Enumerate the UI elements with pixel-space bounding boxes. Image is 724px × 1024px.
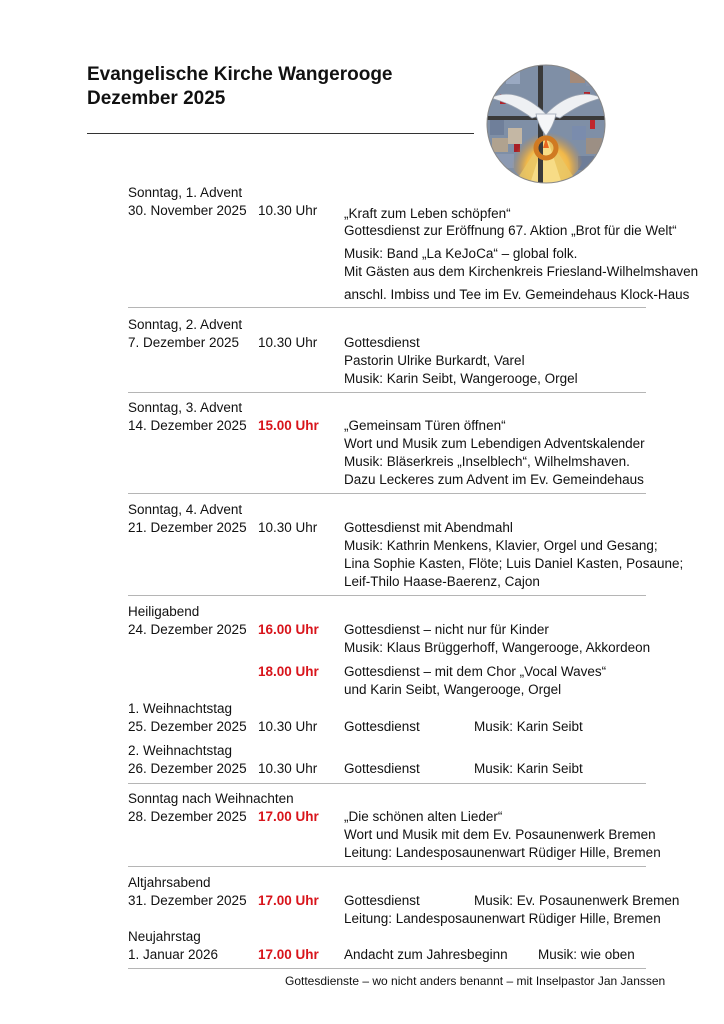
- event-day: Sonntag, 1. Advent: [128, 185, 243, 200]
- event-time: 10.30 Uhr: [258, 719, 318, 734]
- event-desc-line: Gottesdienst: [344, 761, 420, 776]
- event-desc-line: Gottesdienst mit Abendmahl: [344, 520, 513, 535]
- event-desc-line: Dazu Leckeres zum Advent im Ev. Gemeindehaus: [344, 472, 644, 487]
- event-divider: [128, 866, 646, 867]
- event-desc-line: Lina Sophie Kasten, Flöte; Luis Daniel Kasten, Posaune;: [344, 556, 684, 571]
- event-desc-line: „Kraft zum Leben schöpfen“: [344, 206, 511, 221]
- event-date: 26. Dezember 2025: [128, 761, 247, 776]
- event-time: 10.30 Uhr: [258, 520, 318, 535]
- title-month: Dezember 2025: [87, 88, 226, 109]
- footer-note: Gottesdienste – wo nicht anders benannt – mit Inselpastor Jan Janssen: [285, 974, 666, 988]
- event-date: 7. Dezember 2025: [128, 335, 240, 350]
- stained-glass-dove-icon: [486, 64, 606, 184]
- event-desc-line: Gottesdienst – nicht nur für Kinder: [344, 622, 549, 637]
- event-day: Sonntag, 4. Advent: [128, 502, 243, 517]
- event-desc-line: Leif-Thilo Haase-Baerenz, Cajon: [344, 574, 540, 589]
- event-divider: [128, 968, 646, 969]
- event-desc-line: anschl. Imbiss und Tee im Ev. Gemeindehaus Klock-Haus: [344, 287, 690, 302]
- event-date: 14. Dezember 2025: [128, 418, 247, 433]
- event-divider: [128, 307, 646, 308]
- event-date: 21. Dezember 2025: [128, 520, 247, 535]
- event-time-highlight: 15.00 Uhr: [258, 418, 319, 433]
- event-music: Musik: Karin Seibt: [474, 719, 583, 734]
- event-desc-line: Wort und Musik mit dem Ev. Posaunenwerk Bremen: [344, 827, 656, 842]
- event-desc-line: „Die schönen alten Lieder“: [344, 809, 503, 824]
- event-desc-line: Andacht zum Jahresbeginn: [344, 947, 508, 962]
- event-date: 28. Dezember 2025: [128, 809, 247, 824]
- event-desc-line: Gottesdienst zur Eröffnung 67. Aktion „Brot für die Welt“: [344, 223, 677, 238]
- event-desc-line: Musik: Bläserkreis „Inselblech“, Wilhelmshaven.: [344, 454, 630, 469]
- event-desc-line: Gottesdienst: [344, 719, 420, 734]
- page-title: [87, 63, 393, 111]
- event-desc-line: Musik: Kathrin Menkens, Klavier, Orgel und Gesang;: [344, 538, 658, 553]
- event-divider: [128, 595, 646, 596]
- event-day: 2. Weihnachtstag: [128, 743, 233, 758]
- event-date: 1. Januar 2026: [128, 947, 219, 962]
- event-time-highlight: 18.00 Uhr: [258, 664, 319, 679]
- event-time-highlight: 16.00 Uhr: [258, 622, 319, 637]
- event-date: 25. Dezember 2025: [128, 719, 247, 734]
- event-day: Altjahrsabend: [128, 875, 211, 890]
- event-day: Sonntag, 2. Advent: [128, 317, 243, 332]
- event-desc-line: Leitung: Landesposaunenwart Rüdiger Hille, Bremen: [344, 845, 661, 860]
- event-desc-line: Leitung: Landesposaunenwart Rüdiger Hille, Bremen: [344, 911, 661, 926]
- title-church: Evangelische Kirche Wangerooge: [87, 64, 393, 85]
- event-day: Sonntag nach Weihnachten: [128, 791, 294, 806]
- event-desc-line: Wort und Musik zum Lebendigen Adventskalender: [344, 436, 645, 451]
- event-desc-line: Musik: Band „La KeJoCa“ – global folk.: [344, 246, 578, 261]
- event-music: Musik: wie oben: [538, 947, 635, 962]
- event-desc-line: Gottesdienst – mit dem Chor „Vocal Waves“: [344, 664, 607, 679]
- event-desc-line: Musik: Karin Seibt, Wangerooge, Orgel: [344, 371, 578, 386]
- event-desc-line: Pastorin Ulrike Burkardt, Varel: [344, 353, 525, 368]
- event-day: Heiligabend: [128, 604, 200, 619]
- event-divider: [128, 783, 646, 784]
- event-date: 31. Dezember 2025: [128, 893, 247, 908]
- event-desc-line: und Karin Seibt, Wangerooge, Orgel: [344, 682, 562, 697]
- event-date: 24. Dezember 2025: [128, 622, 247, 637]
- event-desc-line: Mit Gästen aus dem Kirchenkreis Friesland-Wilhelmshaven: [344, 264, 699, 279]
- event-date: 30. November 2025: [128, 203, 247, 218]
- event-divider: [128, 493, 646, 494]
- event-desc-line: Gottesdienst: [344, 335, 420, 350]
- event-day: Neujahrstag: [128, 929, 201, 944]
- event-time: 10.30 Uhr: [258, 335, 318, 350]
- event-day: 1. Weihnachtstag: [128, 701, 233, 716]
- event-divider: [128, 392, 646, 393]
- event-music: Musik: Karin Seibt: [474, 761, 583, 776]
- event-desc-line: Gottesdienst: [344, 893, 420, 908]
- event-desc-line: „Gemeinsam Türen öffnen“: [344, 418, 506, 433]
- event-time-highlight: 17.00 Uhr: [258, 809, 319, 824]
- event-music: Musik: Ev. Posaunenwerk Bremen: [474, 893, 680, 908]
- header-divider: [87, 133, 474, 134]
- event-time-highlight: 17.00 Uhr: [258, 947, 319, 962]
- event-desc-line: Musik: Klaus Brüggerhoff, Wangerooge, Akkordeon: [344, 640, 651, 655]
- event-day: Sonntag, 3. Advent: [128, 400, 243, 415]
- event-time: 10.30 Uhr: [258, 203, 318, 218]
- event-time-highlight: 17.00 Uhr: [258, 893, 319, 908]
- event-time: 10.30 Uhr: [258, 761, 318, 776]
